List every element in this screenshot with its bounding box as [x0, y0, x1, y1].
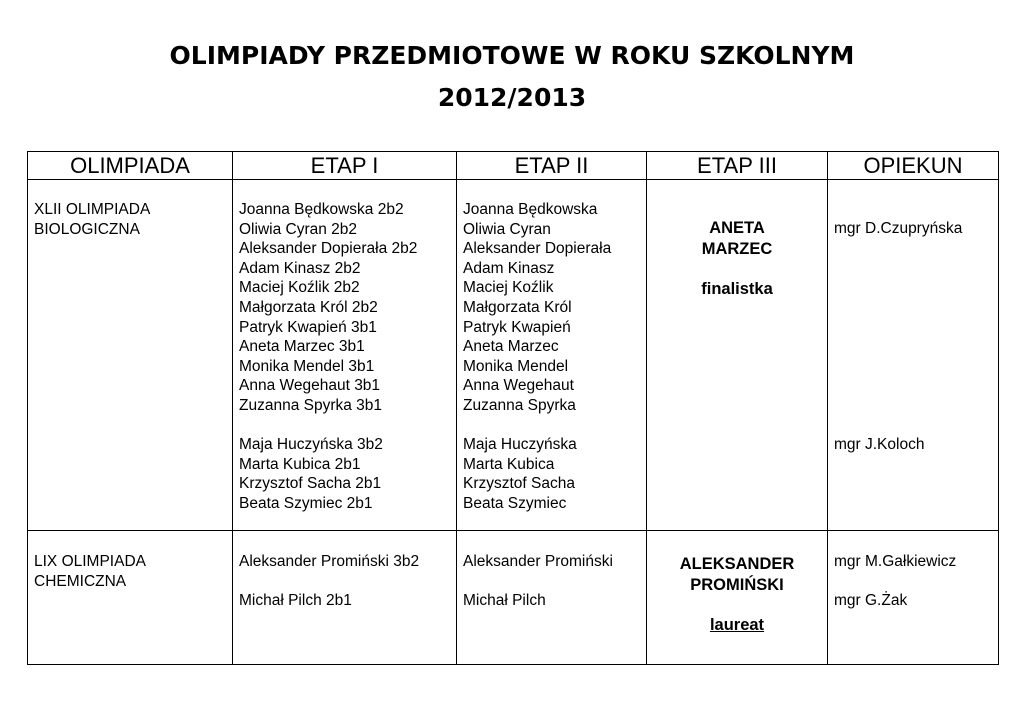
participant: Maciej Koźlik 2b2: [239, 279, 360, 297]
page-subtitle-year: 2012/2013: [437, 83, 587, 112]
participant: Monika Mendel: [463, 357, 569, 375]
stage3-winner-line: ANETA: [709, 219, 765, 237]
header-etap-3: ETAP III: [647, 152, 828, 180]
olympiad-table: [27, 151, 999, 665]
participant: Michał Pilch 2b1: [239, 592, 352, 610]
participant: Maja Huczyńska 3b2: [239, 436, 383, 454]
participant: Patryk Kwapień 3b1: [239, 318, 377, 336]
participant: Aleksander Promiński: [463, 553, 613, 570]
participant: Krzysztof Sacha 2b1: [239, 475, 382, 493]
olympiad-cell: [28, 531, 233, 665]
stage3-winner-line: PROMIŃSKI: [690, 575, 784, 594]
supervisor-cell: [828, 531, 999, 665]
header-etap-1: ETAP I: [233, 152, 457, 180]
participant: Aneta Marzec 3b1: [239, 338, 365, 356]
participant: Oliwia Cyran: [463, 220, 551, 238]
olympiad-name-line: CHEMICZNA: [34, 572, 127, 590]
participant: Zuzanna Spyrka 3b1: [239, 396, 383, 414]
stage3-winner-line: ALEKSANDER: [679, 555, 795, 573]
participant: Monika Mendel 3b1: [239, 357, 375, 375]
participant: Beata Szymiec: [463, 494, 567, 512]
participant: Patryk Kwapień: [463, 318, 571, 336]
table-row: [28, 531, 999, 665]
stage1-cell: [233, 531, 457, 665]
olympiad-name-line: LIX OLIMPIADA: [34, 553, 146, 570]
stage1-cell: [233, 180, 457, 531]
participant: Anna Wegehaut: [463, 377, 574, 395]
participant: Adam Kinasz: [463, 259, 555, 277]
stage3-winner-line: MARZEC: [701, 239, 773, 258]
stage2-cell: [457, 531, 647, 665]
olympiad-name-line: BIOLOGICZNA: [34, 220, 140, 238]
header-olimpiada: OLIMPIADA: [28, 152, 233, 180]
participant: Małgorzata Król 2b2: [239, 298, 378, 316]
supervisor-name: mgr J.Koloch: [834, 435, 925, 453]
participant: Aleksander Dopierała 2b2: [239, 240, 418, 258]
participant: Marta Kubica: [463, 455, 555, 473]
supervisor-name: mgr M.Gałkiewicz: [834, 553, 957, 570]
stage3-result: finalistka: [701, 280, 773, 298]
participant: Marta Kubica 2b1: [239, 455, 361, 473]
supervisor-name: mgr G.Żak: [834, 592, 908, 610]
stage3-cell: [647, 531, 828, 665]
participant: Aleksander Promiński 3b2: [239, 553, 420, 570]
participant: Joanna Będkowska 2b2: [239, 201, 404, 218]
header-etap-2: ETAP II: [457, 152, 647, 180]
participant: Michał Pilch: [463, 592, 546, 610]
participant: Oliwia Cyran 2b2: [239, 220, 358, 238]
table-row: [28, 180, 999, 531]
supervisor-cell: [828, 180, 999, 531]
participant: Krzysztof Sacha: [463, 475, 575, 493]
participant: Maja Huczyńska: [463, 436, 577, 454]
participant: Joanna Będkowska: [463, 201, 598, 218]
supervisor-name: mgr D.Czupryńska: [834, 220, 963, 237]
header-opiekun: OPIEKUN: [828, 152, 999, 180]
page-title: OLIMPIADY PRZEDMIOTOWE W ROKU SZKOLNYM: [169, 41, 855, 70]
participant: Małgorzata Król: [463, 298, 572, 316]
participant: Zuzanna Spyrka: [463, 396, 576, 414]
stage3-cell: [647, 180, 828, 531]
participant: Aneta Marzec: [463, 338, 559, 356]
participant: Adam Kinasz 2b2: [239, 259, 361, 277]
participant: Anna Wegehaut 3b1: [239, 377, 381, 395]
olympiad-name-line: XLII OLIMPIADA: [34, 201, 151, 218]
stage2-cell: [457, 180, 647, 531]
table-header-row: [28, 152, 999, 180]
stage3-result: laureat: [709, 616, 765, 634]
participant: Beata Szymiec 2b1: [239, 494, 373, 512]
participant: Aleksander Dopierała: [463, 240, 612, 258]
olympiad-cell: [28, 180, 233, 531]
participant: Maciej Koźlik: [463, 279, 554, 297]
